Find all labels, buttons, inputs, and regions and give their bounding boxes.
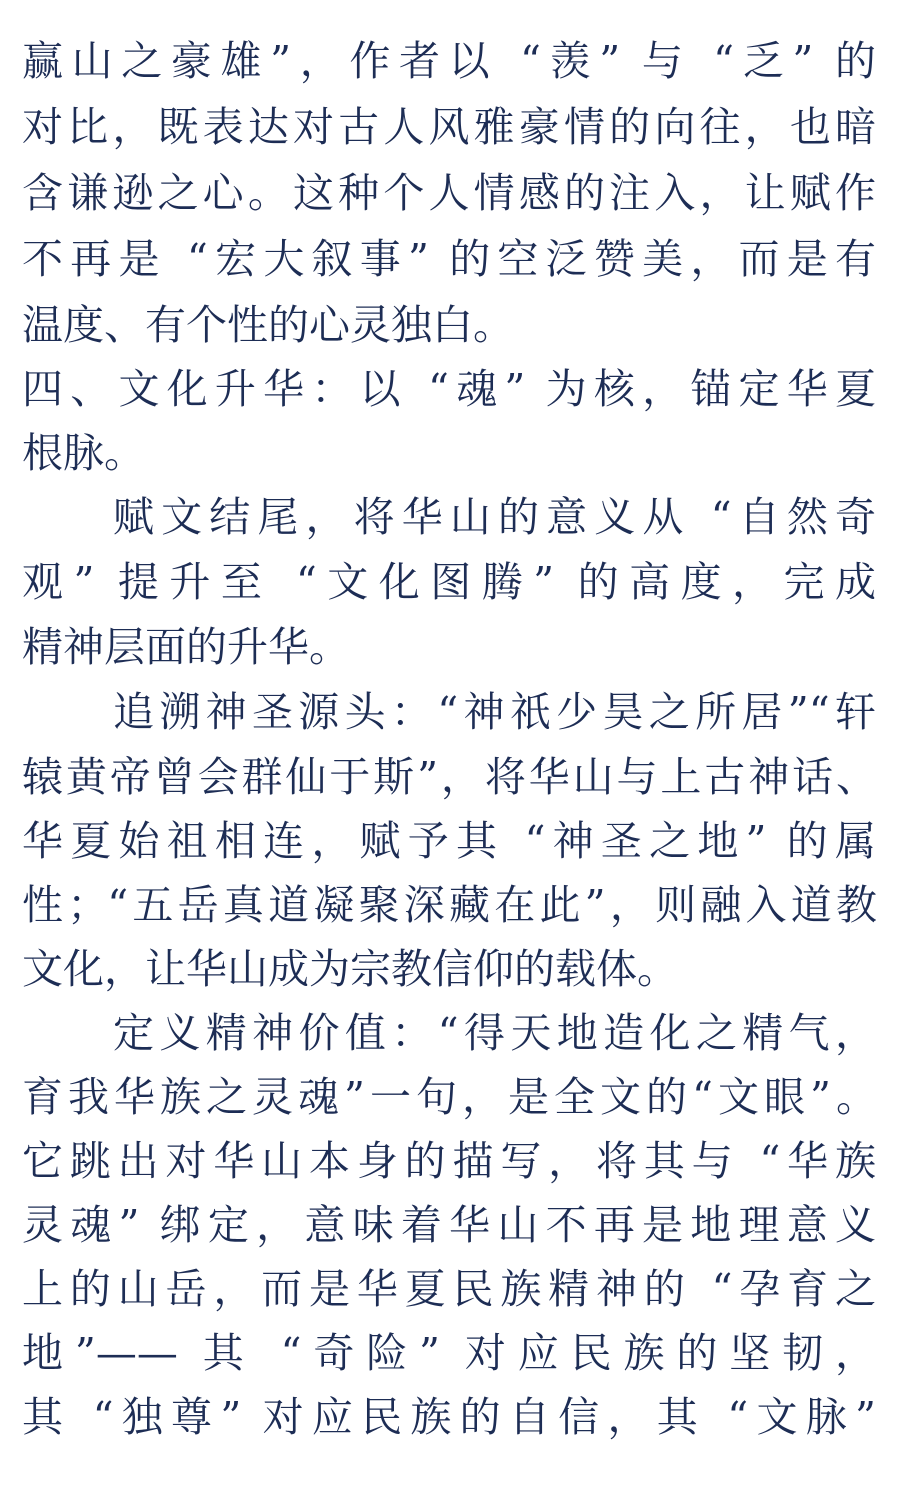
- text-line: 对比，既表达对古人风雅豪情的向往，也暗: [22, 103, 876, 151]
- text-line: 不再是 “宏大叙事” 的空泛赞美，而是有: [22, 235, 876, 283]
- paragraph-end-line: 文化，让华山成为宗教信仰的载体。: [22, 945, 678, 993]
- paragraph-end-line: 精神层面的升华。: [22, 623, 350, 671]
- text-line: 育我华族之灵魂”一句，是全文的“文眼”。: [22, 1073, 876, 1121]
- text-line: 辕黄帝曾会群仙于斯”，将华山与上古神话、: [22, 753, 876, 801]
- text-line: 上的山岳，而是华夏民族精神的 “孕育之: [22, 1265, 876, 1313]
- paragraph-first-line: 追溯神圣源头：“神祇少昊之所居”“轩: [113, 688, 876, 736]
- text-line: 性；“五岳真道凝聚深藏在此”，则融入道教: [22, 881, 876, 929]
- text-line: 含谦逊之心。这种个人情感的注入，让赋作: [22, 169, 876, 217]
- text-line: 赢山之豪雄”，作者以 “羡” 与 “乏” 的: [22, 37, 876, 85]
- text-line: 地”—— 其 “奇险” 对应民族的坚韧，: [22, 1329, 876, 1377]
- section-heading: 四、文化升华：以 “魂” 为核，锚定华夏: [22, 365, 876, 413]
- text-line: 观” 提升至 “文化图腾” 的高度，完成: [22, 558, 876, 606]
- paragraph-first-line: 赋文结尾，将华山的意义从 “自然奇: [113, 493, 876, 541]
- text-line: 华夏始祖相连，赋予其 “神圣之地” 的属: [22, 817, 876, 865]
- text-line: 它跳出对华山本身的描写，将其与 “华族: [22, 1137, 876, 1185]
- text-line: 灵魂” 绑定，意味着华山不再是地理意义: [22, 1201, 876, 1249]
- section-heading-end: 根脉。: [22, 429, 145, 477]
- text-line: 其 “独尊” 对应民族的自信，其 “文脉”: [22, 1393, 876, 1441]
- paragraph-first-line: 定义精神价值：“得天地造化之精气，: [113, 1009, 876, 1057]
- paragraph-end-line: 温度、有个性的心灵独白。: [22, 301, 514, 349]
